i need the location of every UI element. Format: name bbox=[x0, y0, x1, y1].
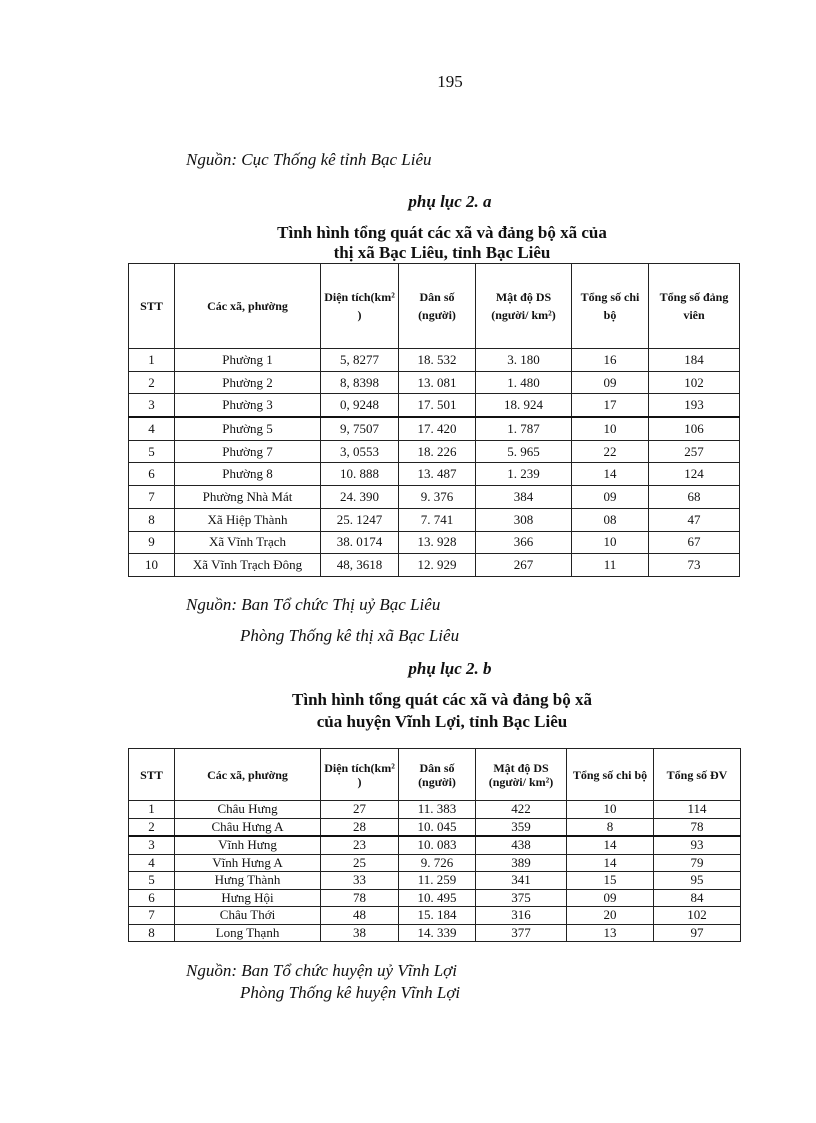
table-row bbox=[129, 349, 740, 372]
table-cell: 84 bbox=[654, 889, 741, 907]
table-cell: 384 bbox=[476, 486, 572, 509]
table-row bbox=[129, 854, 741, 872]
table-cell: 9 bbox=[129, 531, 175, 554]
table-cell: 15. 184 bbox=[399, 907, 476, 925]
table-cell: 08 bbox=[572, 508, 649, 531]
table-cell: 20 bbox=[567, 907, 654, 925]
table-cell: 09 bbox=[572, 371, 649, 394]
table-cell: Châu Thới bbox=[175, 907, 321, 925]
appendix-a-title-line1: Tình hình tổng quát các xã và đảng bộ xã của bbox=[277, 223, 607, 242]
header-cell: Các xã, phường bbox=[175, 749, 321, 801]
header-cell: STT bbox=[129, 264, 175, 349]
appendix-b-source-line2: Phòng Thống kê huyện Vĩnh Lợi bbox=[240, 983, 461, 1002]
table-cell: 18. 532 bbox=[399, 349, 476, 372]
header-cell: Diện tích(km² ) bbox=[321, 749, 399, 801]
table-cell: 1. 239 bbox=[476, 463, 572, 486]
table-cell: 18. 226 bbox=[399, 440, 476, 463]
table-cell: 184 bbox=[649, 349, 740, 372]
page-number: 195 bbox=[437, 72, 463, 91]
table-row bbox=[129, 531, 740, 554]
header-cell: Tổng số chi bộ bbox=[567, 749, 654, 801]
table-cell: 11 bbox=[572, 554, 649, 577]
table-row bbox=[129, 872, 741, 890]
appendix-b-title-line2: của huyện Vĩnh Lợi, tỉnh Bạc Liêu bbox=[316, 712, 568, 731]
table-cell: Phường 8 bbox=[175, 463, 321, 486]
table-cell: 24. 390 bbox=[321, 486, 399, 509]
table-cell: 316 bbox=[476, 907, 567, 925]
table-cell: 10. 083 bbox=[399, 836, 476, 854]
table-row bbox=[129, 463, 740, 486]
appendix-a-source-line2: Phòng Thống kê thị xã Bạc Liêu bbox=[240, 626, 460, 645]
table-cell: 1. 480 bbox=[476, 371, 572, 394]
table-cell: Phường 7 bbox=[175, 440, 321, 463]
table-cell: 14 bbox=[572, 463, 649, 486]
table-cell: 48 bbox=[321, 907, 399, 925]
table-cell: 67 bbox=[649, 531, 740, 554]
table-cell: 102 bbox=[654, 907, 741, 925]
table-cell: 6 bbox=[129, 463, 175, 486]
table-cell: 9. 376 bbox=[399, 486, 476, 509]
table-cell: 3. 180 bbox=[476, 349, 572, 372]
table-cell: 97 bbox=[654, 924, 741, 942]
appendix-a-source-line1: Nguồn: Ban Tổ chức Thị uỷ Bạc Liêu bbox=[186, 595, 441, 614]
table-cell: 5, 8277 bbox=[321, 349, 399, 372]
table-cell: 4 bbox=[129, 417, 175, 440]
table-cell: 8 bbox=[567, 818, 654, 836]
table-cell: 10 bbox=[572, 417, 649, 440]
table-row bbox=[129, 508, 740, 531]
table-cell: 95 bbox=[654, 872, 741, 890]
table-cell: 14 bbox=[567, 836, 654, 854]
table-cell: 10 bbox=[129, 554, 175, 577]
table-cell: 4 bbox=[129, 854, 175, 872]
table-cell: 124 bbox=[649, 463, 740, 486]
table-cell: 8 bbox=[129, 924, 175, 942]
header-cell: Tổng số đảng viên bbox=[649, 264, 740, 349]
table-cell: 10. 495 bbox=[399, 889, 476, 907]
table-row bbox=[129, 836, 741, 854]
table-cell: 13. 487 bbox=[399, 463, 476, 486]
table-cell: 73 bbox=[649, 554, 740, 577]
table-cell: 13. 081 bbox=[399, 371, 476, 394]
table-cell: Vĩnh Hưng bbox=[175, 836, 321, 854]
table-row bbox=[129, 440, 740, 463]
table-cell: 308 bbox=[476, 508, 572, 531]
table-cell: Xã Vĩnh Trạch bbox=[175, 531, 321, 554]
table-cell: 17. 501 bbox=[399, 394, 476, 417]
table-cell: 09 bbox=[567, 889, 654, 907]
table-cell: 3 bbox=[129, 836, 175, 854]
table-cell: 14 bbox=[567, 854, 654, 872]
table-cell: 422 bbox=[476, 801, 567, 819]
table-cell: 9. 726 bbox=[399, 854, 476, 872]
header-cell: Mật độ DS (người/ km²) bbox=[476, 749, 567, 801]
table-cell: 18. 924 bbox=[476, 394, 572, 417]
table-cell: 267 bbox=[476, 554, 572, 577]
table-row bbox=[129, 371, 740, 394]
table-cell: 25. 1247 bbox=[321, 508, 399, 531]
table-header-row bbox=[129, 749, 741, 801]
table-cell: 09 bbox=[572, 486, 649, 509]
table-cell: Xã Hiệp Thành bbox=[175, 508, 321, 531]
table-cell: 377 bbox=[476, 924, 567, 942]
table-cell: 389 bbox=[476, 854, 567, 872]
appendix-b-source-line1: Nguồn: Ban Tổ chức huyện uỷ Vĩnh Lợi bbox=[186, 961, 457, 980]
table-cell: 17. 420 bbox=[399, 417, 476, 440]
table-cell: 5 bbox=[129, 872, 175, 890]
table-cell: Long Thạnh bbox=[175, 924, 321, 942]
table-cell: 5. 965 bbox=[476, 440, 572, 463]
table-cell: 193 bbox=[649, 394, 740, 417]
table-cell: 78 bbox=[654, 818, 741, 836]
table-cell: 13. 928 bbox=[399, 531, 476, 554]
appendix-a-table bbox=[128, 263, 740, 577]
table-cell: 341 bbox=[476, 872, 567, 890]
table-cell: 5 bbox=[129, 440, 175, 463]
table-cell: 48, 3618 bbox=[321, 554, 399, 577]
table-cell: Vĩnh Hưng A bbox=[175, 854, 321, 872]
table-cell: Phường Nhà Mát bbox=[175, 486, 321, 509]
table-cell: Châu Hưng A bbox=[175, 818, 321, 836]
table-cell: 438 bbox=[476, 836, 567, 854]
appendix-a-title-line2: thị xã Bạc Liêu, tỉnh Bạc Liêu bbox=[333, 243, 551, 262]
table-cell: 106 bbox=[649, 417, 740, 440]
table-cell: Phường 3 bbox=[175, 394, 321, 417]
table-cell: 16 bbox=[572, 349, 649, 372]
table-cell: 359 bbox=[476, 818, 567, 836]
table-cell: Hưng Hội bbox=[175, 889, 321, 907]
table-cell: 7. 741 bbox=[399, 508, 476, 531]
appendix-b-label: phụ lục 2. b bbox=[408, 659, 492, 678]
table-cell: 6 bbox=[129, 889, 175, 907]
table-row bbox=[129, 486, 740, 509]
table-cell: 2 bbox=[129, 818, 175, 836]
appendix-a-label: phụ lục 2. a bbox=[408, 192, 492, 211]
header-cell: STT bbox=[129, 749, 175, 801]
table-cell: 33 bbox=[321, 872, 399, 890]
table-cell: 27 bbox=[321, 801, 399, 819]
header-cell: Mật độ DS (người/ km²) bbox=[476, 264, 572, 349]
table-cell: 15 bbox=[567, 872, 654, 890]
table-cell: 10. 045 bbox=[399, 818, 476, 836]
table-row bbox=[129, 924, 741, 942]
table-cell: 375 bbox=[476, 889, 567, 907]
table-cell: 22 bbox=[572, 440, 649, 463]
table-cell: 17 bbox=[572, 394, 649, 417]
table-cell: 25 bbox=[321, 854, 399, 872]
appendix-b-title-line1: Tình hình tổng quát các xã và đảng bộ xã bbox=[292, 690, 592, 709]
table-cell: 0, 9248 bbox=[321, 394, 399, 417]
table-cell: 79 bbox=[654, 854, 741, 872]
table-cell: 2 bbox=[129, 371, 175, 394]
header-cell: Dân số (người) bbox=[399, 264, 476, 349]
table-cell: 10 bbox=[567, 801, 654, 819]
table-cell: 102 bbox=[649, 371, 740, 394]
table-row bbox=[129, 818, 741, 836]
table-cell: Châu Hưng bbox=[175, 801, 321, 819]
table-cell: 114 bbox=[654, 801, 741, 819]
table-cell: Xã Vĩnh Trạch Đông bbox=[175, 554, 321, 577]
table-row bbox=[129, 554, 740, 577]
table-cell: 12. 929 bbox=[399, 554, 476, 577]
table-cell: 1 bbox=[129, 349, 175, 372]
table-cell: 93 bbox=[654, 836, 741, 854]
table-cell: 10. 888 bbox=[321, 463, 399, 486]
table-cell: 8, 8398 bbox=[321, 371, 399, 394]
table-cell: 9, 7507 bbox=[321, 417, 399, 440]
table-row bbox=[129, 394, 740, 417]
table-cell: 13 bbox=[567, 924, 654, 942]
table-header-row bbox=[129, 264, 740, 349]
table-cell: 257 bbox=[649, 440, 740, 463]
table-cell: 11. 383 bbox=[399, 801, 476, 819]
table-cell: Phường 5 bbox=[175, 417, 321, 440]
header-cell: Diện tích(km² ) bbox=[321, 264, 399, 349]
table-cell: 1 bbox=[129, 801, 175, 819]
table-row bbox=[129, 907, 741, 925]
table-cell: 38. 0174 bbox=[321, 531, 399, 554]
table-cell: 7 bbox=[129, 907, 175, 925]
table-cell: 3, 0553 bbox=[321, 440, 399, 463]
table-cell: 10 bbox=[572, 531, 649, 554]
header-cell: Tổng số ĐV bbox=[654, 749, 741, 801]
table-cell: 7 bbox=[129, 486, 175, 509]
table-cell: 68 bbox=[649, 486, 740, 509]
table-row bbox=[129, 889, 741, 907]
header-cell: Các xã, phường bbox=[175, 264, 321, 349]
table-row bbox=[129, 417, 740, 440]
table-cell: 14. 339 bbox=[399, 924, 476, 942]
table-row bbox=[129, 801, 741, 819]
table-cell: 1. 787 bbox=[476, 417, 572, 440]
header-cell: Dân số (người) bbox=[399, 749, 476, 801]
table-cell: 28 bbox=[321, 818, 399, 836]
table-cell: Phường 2 bbox=[175, 371, 321, 394]
table-cell: 3 bbox=[129, 394, 175, 417]
table-cell: Hưng Thành bbox=[175, 872, 321, 890]
table-cell: 78 bbox=[321, 889, 399, 907]
appendix-b-table bbox=[128, 748, 741, 942]
table-cell: 366 bbox=[476, 531, 572, 554]
table-cell: 47 bbox=[649, 508, 740, 531]
table-cell: 38 bbox=[321, 924, 399, 942]
source-note-top: Nguồn: Cục Thống kê tỉnh Bạc Liêu bbox=[186, 150, 432, 169]
table-cell: 8 bbox=[129, 508, 175, 531]
table-cell: Phường 1 bbox=[175, 349, 321, 372]
table-cell: 11. 259 bbox=[399, 872, 476, 890]
table-cell: 23 bbox=[321, 836, 399, 854]
header-cell: Tổng số chi bộ bbox=[572, 264, 649, 349]
